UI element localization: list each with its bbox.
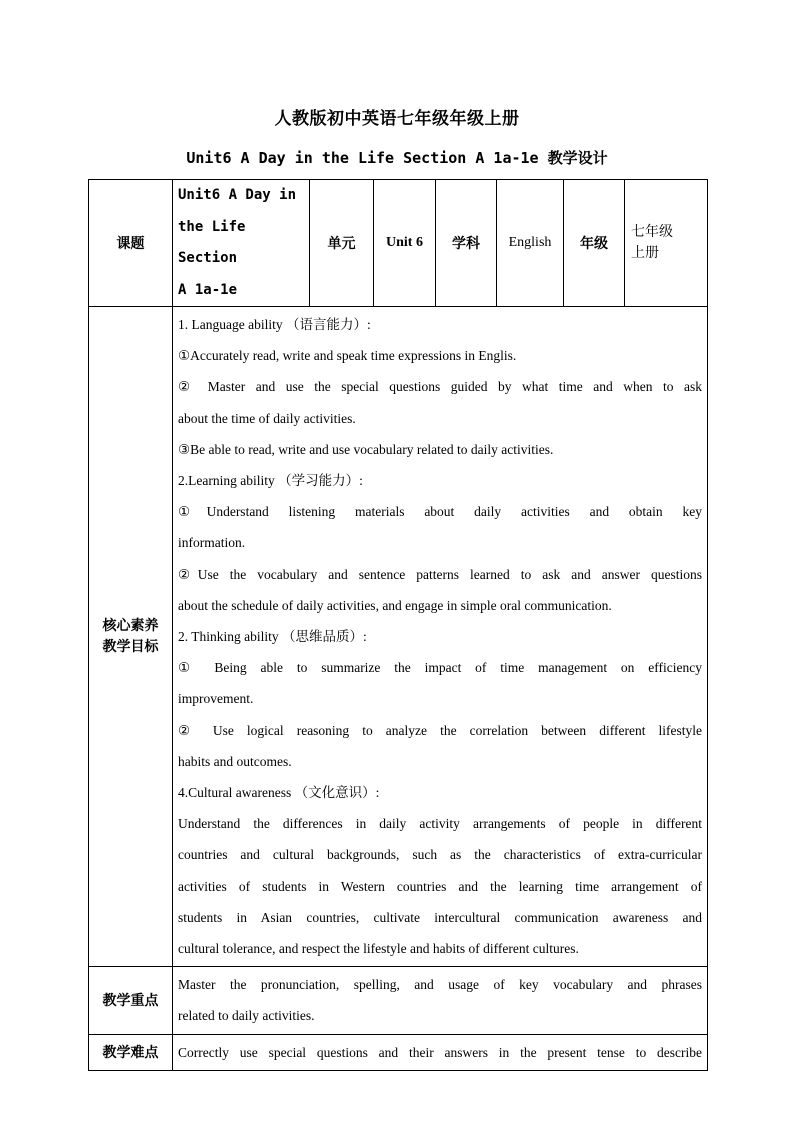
difficulties-label: 教学难点 <box>89 1034 173 1070</box>
difficulties-lines <box>178 1037 702 1068</box>
topic-label: 课题 <box>89 180 173 307</box>
subject-label: 学科 <box>436 180 497 307</box>
grade-label: 年级 <box>564 180 625 307</box>
text-line: activities of students in Western countries and the learning time arrangement of <box>178 878 702 894</box>
topic-line: A 1a-1e <box>178 281 238 298</box>
text-line: ② Use logical reasoning to analyze the correlation between different lifestyle <box>178 722 702 738</box>
text-line: ② Master and use the special questions guided by what time and when to ask <box>178 379 702 395</box>
info-row <box>89 180 708 307</box>
key-points-label: 教学重点 <box>89 967 173 1034</box>
topic-line: Unit6 A Day in <box>178 187 297 203</box>
text-line: ③Be able to read, write and use vocabulary related to daily activities. <box>178 441 554 457</box>
text-line: habits and outcomes. <box>178 753 292 769</box>
text-line: ① Being able to summarize the impact of time management on efficiency <box>178 660 702 676</box>
objectives-label-line: 教学目标 <box>102 638 159 655</box>
objectives-content <box>173 307 708 967</box>
text-line: 2.Learning ability （学习能力）: <box>178 473 363 489</box>
grade-line: 七年级 <box>631 224 673 240</box>
subject-value: English <box>497 180 564 307</box>
topic-value <box>173 180 310 307</box>
topic-line: the Life Section <box>178 218 246 266</box>
text-line: Correctly use special questions and their answers in the present tense to describe <box>178 1044 702 1060</box>
document-title: 人教版初中英语七年级年级上册 <box>274 109 520 129</box>
text-line: Understand the differences in daily activity arrangements of people in different <box>178 816 702 832</box>
text-line: ①Accurately read, write and speak time expressions in Englis. <box>178 348 517 364</box>
unit-label: 单元 <box>310 180 374 307</box>
text-line: about the schedule of daily activities, and engage in simple oral communication. <box>178 597 612 613</box>
text-line: about the time of daily activities. <box>178 410 356 426</box>
objectives-lines <box>178 309 702 964</box>
text-line: related to daily activities. <box>178 1008 315 1024</box>
objectives-label-line: 核心素养 <box>102 617 159 634</box>
text-line: 1. Language ability （语言能力）: <box>178 317 371 332</box>
unit-value: Unit 6 <box>374 180 436 307</box>
difficulties-row <box>89 1034 708 1070</box>
text-line: 4.Cultural awareness （文化意识）: <box>178 785 380 801</box>
text-line: ①Understand listening materials about daily activities and obtain key <box>178 504 702 520</box>
key-points-content <box>173 967 708 1034</box>
key-points-row <box>89 967 708 1034</box>
text-line: information. <box>178 535 246 551</box>
grade-line: 上册 <box>631 245 659 261</box>
document-subtitle: Unit6 A Day in the Life Section A 1a-1e 教学设计 <box>186 149 608 167</box>
text-line: ②Use the vocabulary and sentence patterns learned to ask and answer questions <box>178 566 702 582</box>
text-line: 2. Thinking ability （思维品质）: <box>178 629 367 645</box>
text-line: improvement. <box>178 691 254 707</box>
difficulties-content <box>173 1034 708 1070</box>
text-line: countries and cultural backgrounds, such as the characteristics of extra-curricular <box>178 847 702 863</box>
lesson-plan-table <box>88 179 708 1071</box>
objectives-label <box>89 307 173 967</box>
text-line: students in Asian countries, cultivate intercultural communication awareness and <box>178 909 702 925</box>
grade-value <box>625 180 708 307</box>
text-line: Master the pronunciation, spelling, and usage of key vocabulary and phrases <box>178 977 702 993</box>
objectives-row <box>89 307 708 967</box>
key-points-lines <box>178 969 702 1031</box>
text-line: cultural tolerance, and respect the lifestyle and habits of different cultures. <box>178 941 579 957</box>
